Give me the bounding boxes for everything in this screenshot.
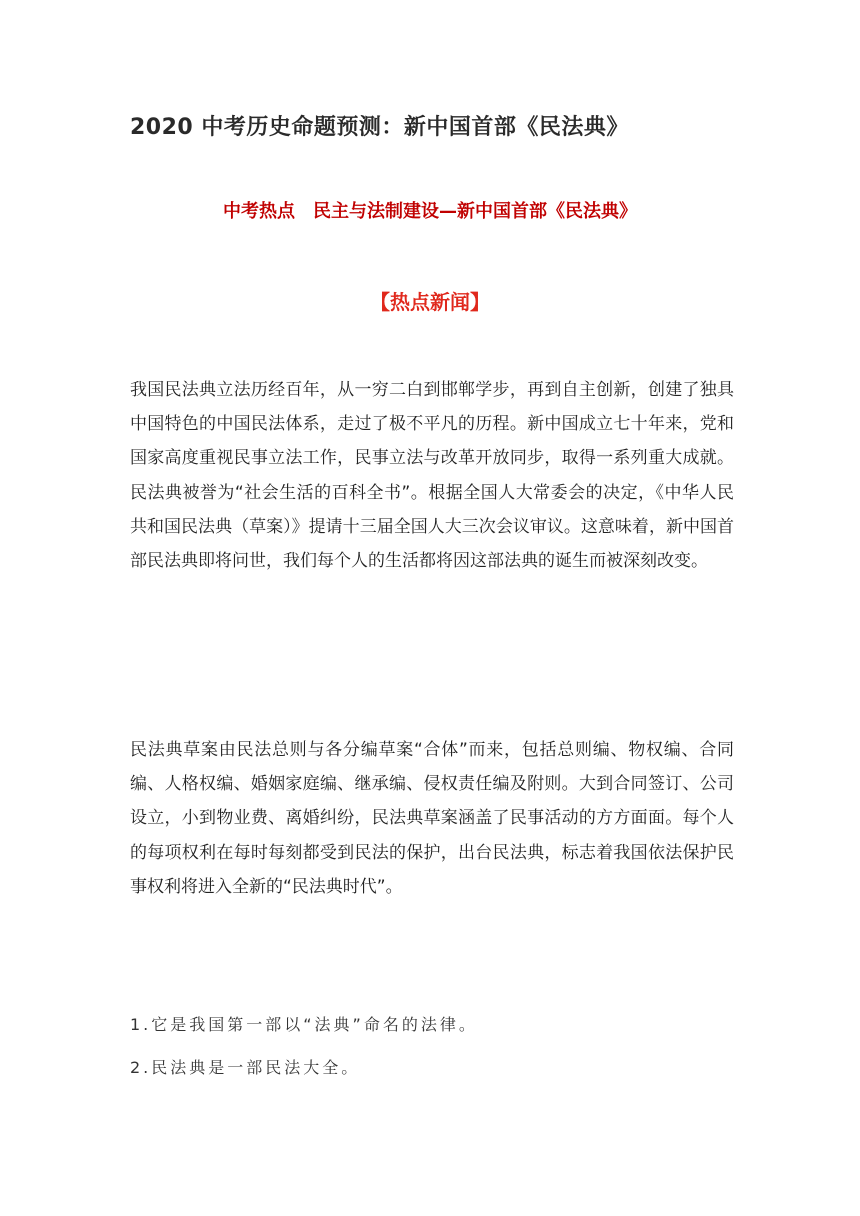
paragraph-1: 我国民法典立法历经百年，从一穷二白到邯郸学步，再到自主创新，创建了独具中国特色的中国民法体系，走过了极不平凡的历程。新中国成立七十年来，党和国家高度重视民事立法工作，民事立法与改革开放同步，取得一系列重大成就。民法典被誉为“社会生活的百科全书”。根据全国人大常委会的决定，《中华人民共和国民法典（草案）》提请十三届全国人大三次会议审议。这意味着，新中国首部民法典即将问世，我们每个人的生活都将因这部法典的诞生而被深刻改变。 bbox=[130, 380, 734, 572]
section-heading-hot-news: 【热点新闻】 bbox=[370, 290, 490, 314]
document-title: 2020 中考历史命题预测：新中国首部《民法典》 bbox=[130, 115, 629, 140]
list-item-2: 2.民法典是一部民法大全。 bbox=[130, 1058, 361, 1077]
paragraph-2: 民法典草案由民法总则与各分编草案“合体”而来，包括总则编、物权编、合同编、人格权编、婚姻家庭编、继承编、侵权责任编及附则。大到合同签订、公司设立，小到物业费、离婚纠纷，民法典草案涵盖了民事活动的方方面面。每个人的每项权利在每时每刻都受到民法的保护，出台民法典，标志着我国依法保护民事权利将进入全新的“民法典时代”。 bbox=[130, 740, 734, 897]
document-subtitle: 中考热点 民主与法制建设—新中国首部《民法典》 bbox=[223, 201, 637, 222]
list-item-1: 1.它是我国第一部以“法典”命名的法律。 bbox=[130, 1015, 478, 1034]
